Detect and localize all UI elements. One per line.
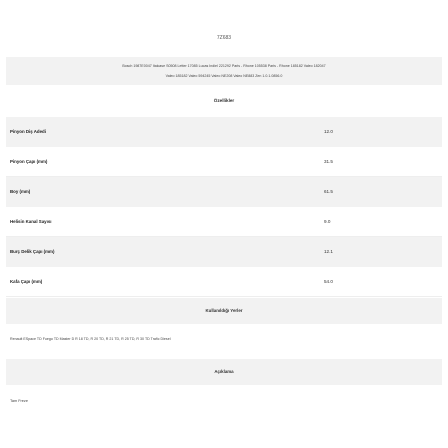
features-heading: Özellikler — [213, 98, 235, 103]
vehicle-list: Renault ESpace TD Fuego TD Master D R 18 TD, R 20 TD, R 21 TD, R 25 TD, R 30 TD Trafic Diesel — [10, 337, 171, 341]
spec-value: 31.5 — [324, 159, 333, 164]
spec-row-helix-grooves — [6, 207, 442, 237]
spec-row-pinion-teeth — [6, 117, 442, 147]
spec-row-head-diameter — [6, 267, 442, 297]
spec-value: 61.5 — [324, 189, 333, 194]
oe-reference-line: Bosch 1987E0047 Italcase S0508 Letter 17085 Lucas Indiel 221292 Paris - Rhone 105538 Paris - Rhone 185182 Valeo 182047 — [122, 64, 326, 68]
spec-value: 12.0 — [324, 129, 333, 134]
spec-label: Helisin Kanal Sayısı — [10, 219, 52, 224]
spec-value: 12.1 — [324, 249, 333, 254]
oe-reference-line: Valeo 185182 Valeo 594245 Valeo NE208 Valeo NE883 Zen 1.0.1.0856.0 — [165, 74, 283, 78]
product-code: 7Z683 — [216, 35, 232, 41]
description-text: Tam Freze — [10, 399, 28, 403]
spec-label: Pinyon Çapı (mm) — [10, 159, 48, 164]
spec-row-length — [6, 177, 442, 207]
usage-heading: Kullanıldığı Yerler — [6, 298, 442, 324]
oe-references-block — [6, 57, 442, 85]
spec-label: Kafa Çapı (mm) — [10, 279, 43, 284]
spec-label: Boy (mm) — [10, 189, 31, 194]
spec-row-bushing-bore — [6, 237, 442, 267]
spec-row-pinion-diameter — [6, 147, 442, 177]
spec-value: 9.0 — [324, 219, 331, 224]
spec-label: Burç Delik Çapı (mm) — [10, 249, 55, 254]
spec-value: 54.0 — [324, 279, 333, 284]
description-heading: Açıklama — [6, 359, 442, 385]
spec-label: Pinyon Diş Adedi — [10, 129, 46, 134]
